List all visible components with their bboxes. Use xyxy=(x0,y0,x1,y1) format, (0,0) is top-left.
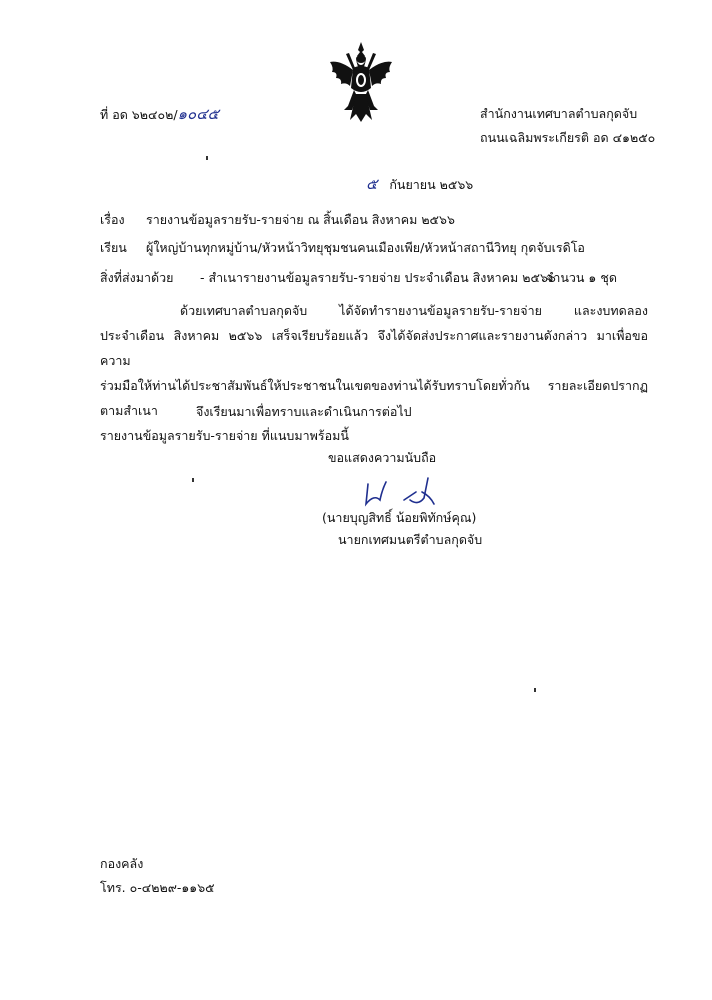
phone-number: โทร. ๐-๔๒๒๙-๑๑๖๕ xyxy=(100,880,215,895)
subject-label: เรื่อง xyxy=(100,212,125,227)
reference-handwritten-number: ๑๐๔๕ xyxy=(177,105,219,123)
closing-request: จึงเรียนมาเพื่อทราบและดำเนินการต่อไป xyxy=(196,404,412,419)
office-name: สำนักงานเทศบาลตำบลกุดจับ xyxy=(480,106,638,121)
letter-date xyxy=(366,176,473,193)
enclosure-label: สิ่งที่ส่งมาด้วย xyxy=(100,270,174,285)
signatory-name: (นายบุญสิทธิ์ น้อยพิทักษ์คุณ) xyxy=(322,510,477,525)
scan-speck xyxy=(534,688,536,692)
body-line-3: ร่วมมือให้ท่านได้ประชาสัมพันธ์ให้ประชาชนในเขตของท่านได้รับทราบโดยทั่วกัน รายละเอียดปรากฏตามสำเนา xyxy=(100,378,648,418)
enclosure-quantity: จำนวน ๑ ชุด xyxy=(546,270,617,285)
body-line-4: รายงานข้อมูลรายรับ-รายจ่าย ที่แนบมาพร้อมนี้ xyxy=(100,428,349,443)
scan-speck xyxy=(192,478,194,482)
addressee-text: ผู้ใหญ่บ้านทุกหมู่บ้าน/หัวหน้าวิทยุชุมชนคนเมืองเพีย/หัวหน้าสถานีวิทยุ กุดจับเรดิโอ xyxy=(146,240,585,255)
enclosure-item: - สำเนารายงานข้อมูลรายรับ-รายจ่าย ประจำเดือน สิงหาคม ๒๕๖๖ xyxy=(200,270,556,285)
office-address: ถนนเฉลิมพระเกียรติ อด ๔๑๒๕๐ xyxy=(480,130,656,145)
division-name: กองคลัง xyxy=(100,856,144,871)
reference-prefix: ที่ อด ๖๒๔๐๒/ xyxy=(100,107,178,122)
garuda-emblem-icon xyxy=(326,40,396,122)
closing-salutation: ขอแสดงความนับถือ xyxy=(328,450,437,465)
reference-number xyxy=(100,106,219,123)
date-month-year: กันยายน ๒๕๖๖ xyxy=(389,177,474,192)
handwritten-signature xyxy=(360,470,450,510)
addressee-label: เรียน xyxy=(100,240,127,255)
date-handwritten-day: ๕ xyxy=(366,175,378,193)
body-line-1: ด้วยเทศบาลตำบลกุดจับ ได้จัดทำรายงานข้อมูลรายรับ-รายจ่าย และงบทดลอง xyxy=(180,303,648,318)
body-line-2: ประจำเดือน สิงหาคม ๒๕๖๖ เสร็จเรียบร้อยแล้ว จึงได้จัดส่งประกาศและรายงานดังกล่าว มาเพื่อขอความ xyxy=(100,328,648,368)
scan-speck xyxy=(206,156,208,160)
subject-text: รายงานข้อมูลรายรับ-รายจ่าย ณ สิ้นเดือน สิงหาคม ๒๕๖๖ xyxy=(146,212,455,227)
signatory-position: นายกเทศมนตรีตำบลกุดจับ xyxy=(338,532,483,547)
body-paragraph xyxy=(100,298,648,448)
